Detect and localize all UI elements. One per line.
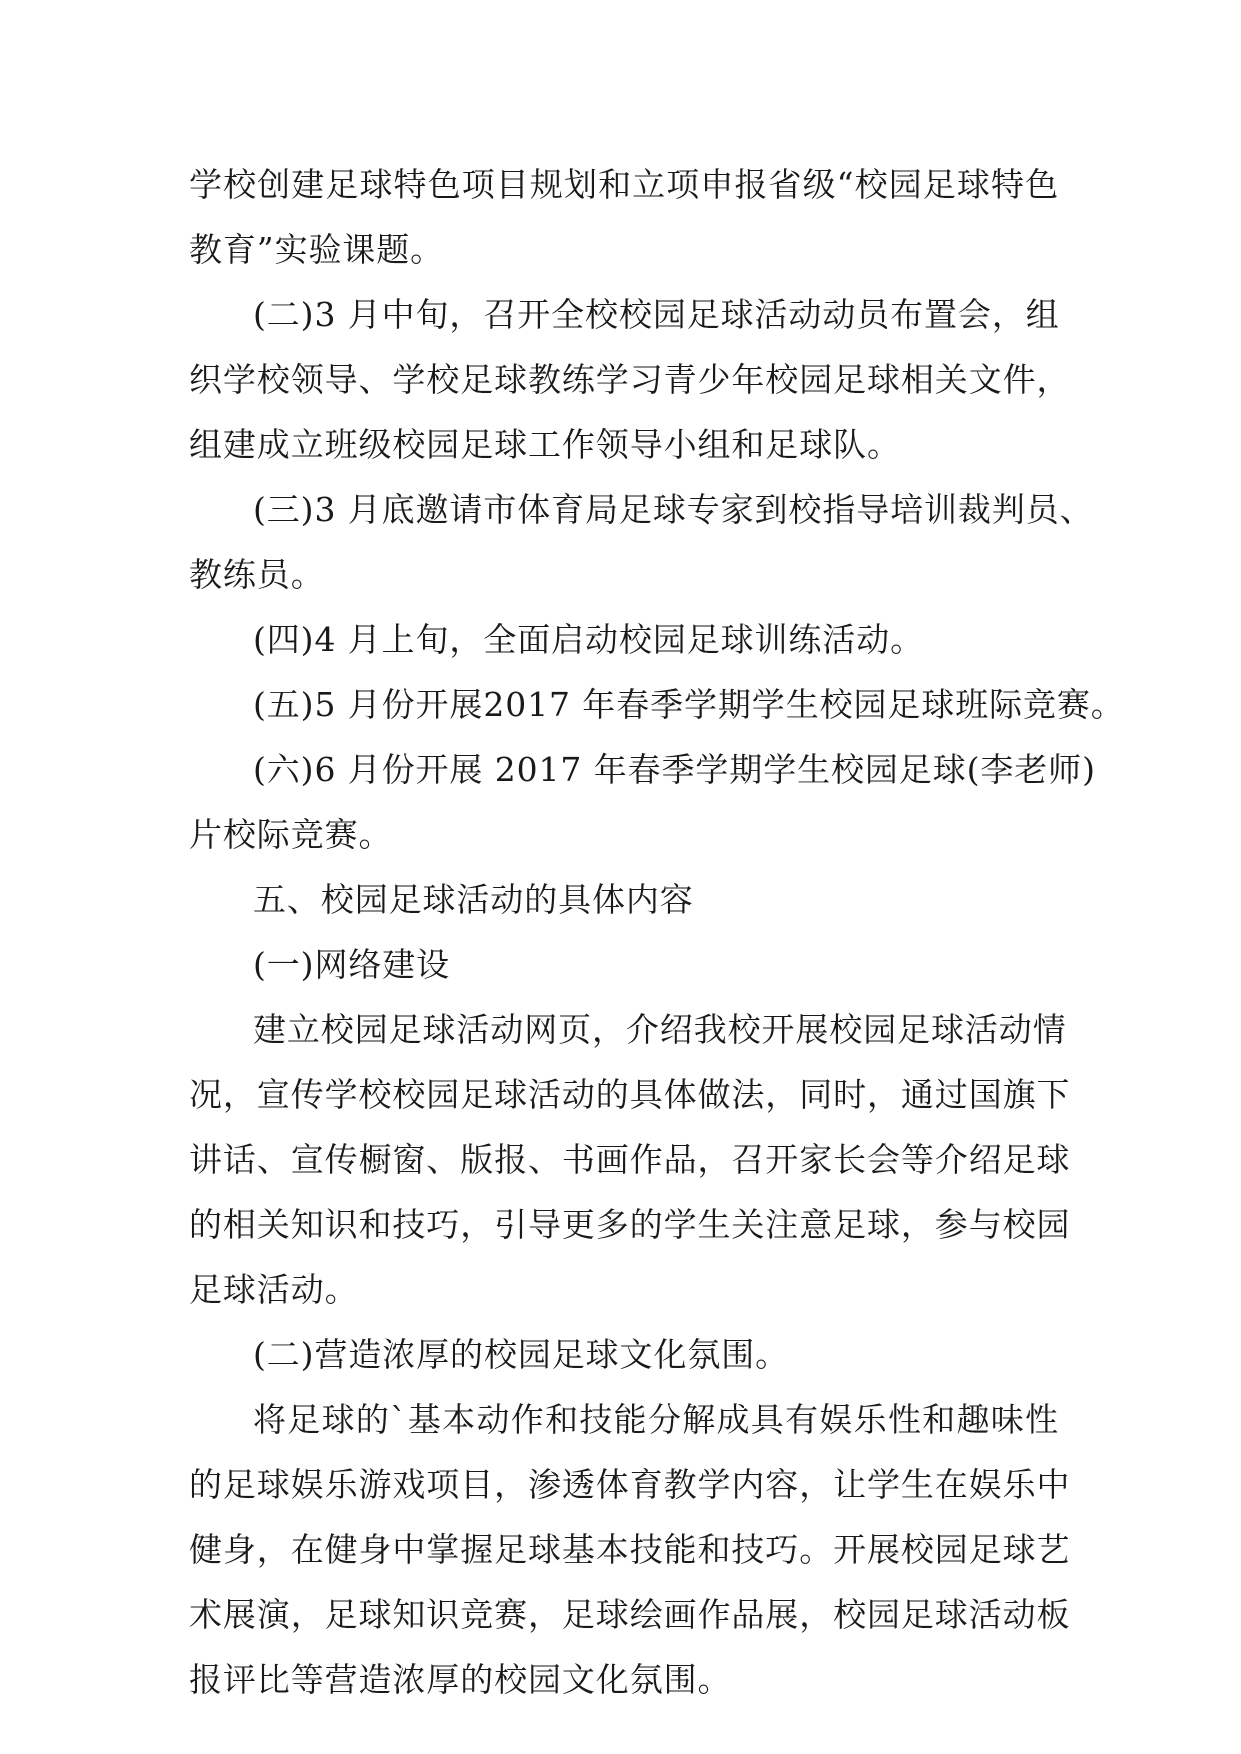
text-line: (五)5 月份开展2017 年春季学期学生校园足球班际竞赛。 bbox=[253, 685, 1125, 724]
text-line: (六)6 月份开展 2017 年春季学期学生校园足球(李老师) bbox=[253, 750, 1096, 789]
text-line: 织学校领导、学校足球教练学习青少年校园足球相关文件， bbox=[189, 360, 1071, 399]
text-line: 报评比等营造浓厚的校园文化氛围。 bbox=[189, 1660, 732, 1699]
text-line: 况，宣传学校校园足球活动的具体做法，同时，通过国旗下 bbox=[189, 1075, 1071, 1114]
text-line: (四)4 月上旬，全面启动校园足球训练活动。 bbox=[253, 620, 925, 659]
text-line: 健身，在健身中掌握足球基本技能和技巧。开展校园足球艺 bbox=[189, 1530, 1071, 1569]
text-line: (二)3 月中旬，召开全校校园足球活动动员布置会，组 bbox=[253, 295, 1060, 334]
text-line: 将足球的`基本动作和技能分解成具有娱乐性和趣味性 bbox=[253, 1400, 1059, 1439]
text-line: 学校创建足球特色项目规划和立项申报省级“校园足球特色 bbox=[189, 165, 1059, 204]
subsection-heading: (一)网络建设 bbox=[253, 945, 451, 984]
text-line: 的相关知识和技巧，引导更多的学生关注意足球，参与校园 bbox=[189, 1205, 1071, 1244]
text-line: 组建成立班级校园足球工作领导小组和足球队。 bbox=[189, 425, 901, 464]
text-line: 教练员。 bbox=[189, 555, 325, 594]
text-line: 片校际竞赛。 bbox=[189, 815, 393, 854]
text-line: 足球活动。 bbox=[189, 1270, 359, 1309]
text-line: 术展演，足球知识竞赛，足球绘画作品展，校园足球活动板 bbox=[189, 1595, 1071, 1634]
text-line: 讲话、宣传橱窗、版报、书画作品，召开家长会等介绍足球 bbox=[189, 1140, 1071, 1179]
text-line: 教育”实验课题。 bbox=[189, 230, 445, 269]
text-line: 的足球娱乐游戏项目，渗透体育教学内容，让学生在娱乐中 bbox=[189, 1465, 1071, 1504]
section-heading: 五、校园足球活动的具体内容 bbox=[253, 880, 694, 919]
text-line: 建立校园足球活动网页，介绍我校开展校园足球活动情 bbox=[253, 1010, 1067, 1049]
text-line: (三)3 月底邀请市体育局足球专家到校指导培训裁判员、 bbox=[253, 490, 1094, 529]
subsection-heading: (二)营造浓厚的校园足球文化氛围。 bbox=[253, 1335, 790, 1374]
document-body bbox=[189, 152, 1125, 1712]
